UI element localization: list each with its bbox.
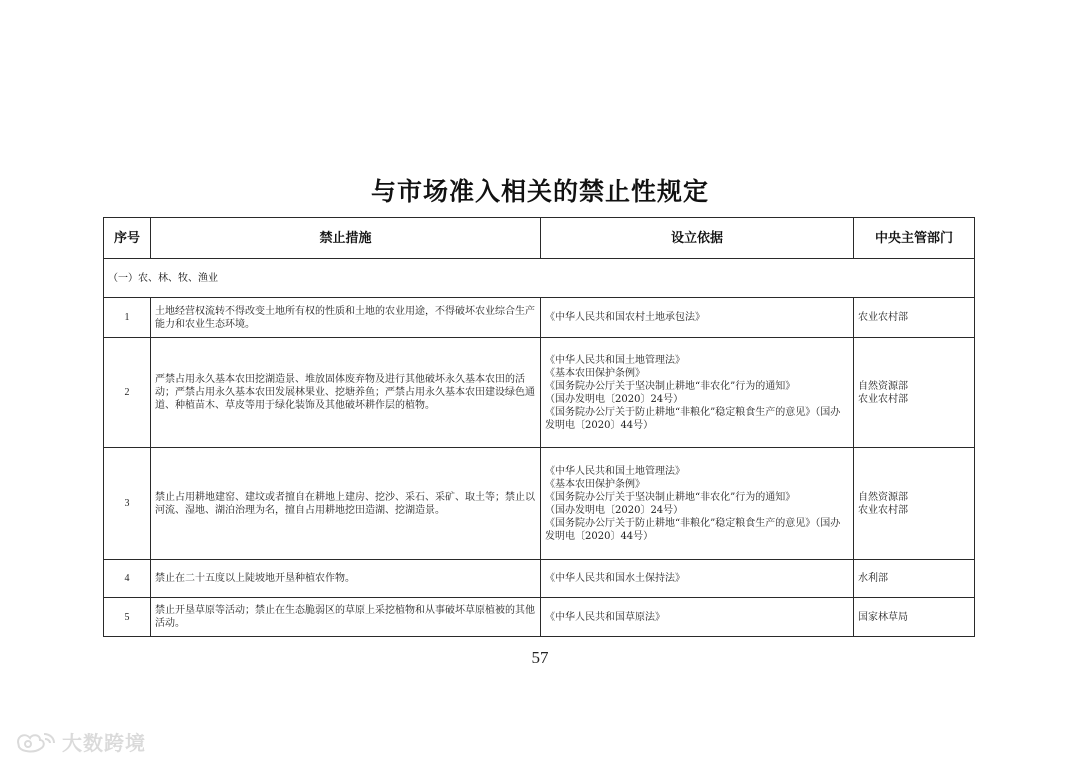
row-measure: 禁止在二十五度以上陡坡地开垦种植农作物。 [151,560,541,598]
table-row [104,448,975,560]
basis-line: （国办发明电〔2020〕24号） [545,504,684,516]
basis-line: （国办发明电〔2020〕24号） [545,393,684,405]
row-number: 3 [104,448,151,560]
row-basis [541,560,854,598]
row-number: 5 [104,598,151,637]
row-dept [854,560,975,598]
row-measure: 禁止占用耕地建窑、建坟或者擅自在耕地上建房、挖沙、采石、采矿、取土等；禁止以河流、湿地、湖泊治理为名，擅自占用耕地挖田造湖、挖湖造景。 [151,448,541,560]
row-measure: 禁止开垦草原等活动；禁止在生态脆弱区的草原上采挖植物和从事破坏草原植被的其他活动。 [151,598,541,637]
watermark [14,727,146,756]
basis-line: 《中华人民共和国草原法》 [545,611,665,623]
header-measure: 禁止措施 [151,218,541,259]
basis-line: 《国务院办公厅关于防止耕地“非粮化”稳定粮食生产的意见》（国办发明电〔2020〕44号） [545,517,841,542]
basis-line: 《中华人民共和国水土保持法》 [545,573,685,584]
section-title: （一）农、林、牧、渔业 [104,259,975,298]
dept-line: 农业农村部 [858,393,908,405]
table-row [104,298,975,338]
table-header-row [104,218,975,259]
section-row [104,259,975,298]
row-dept [854,338,975,448]
header-basis: 设立依据 [541,218,854,259]
row-dept [854,598,975,637]
row-basis [541,448,854,560]
table-row [104,338,975,448]
document-title: 与市场准入相关的禁止性规定 [370,177,709,206]
row-measure: 严禁占用永久基本农田挖湖造景、堆放固体废弃物及进行其他破坏永久基本农田的活动；严禁占用永久基本农田发展林果业、挖塘养鱼；严禁占用永久基本农田建设绿色通道、种植苗木、草皮等用于绿化装饰及其他破坏耕作层的植物。 [151,338,541,448]
row-basis [541,298,854,338]
basis-line: 《国务院办公厅关于坚决制止耕地“非农化”行为的通知》 [545,491,796,503]
row-measure: 土地经营权流转不得改变土地所有权的性质和土地的农业用途，不得破坏农业综合生产能力和农业生态环境。 [151,298,541,338]
dept-line: 农业农村部 [858,312,908,323]
basis-line: 《中华人民共和国土地管理法》 [545,465,685,477]
basis-line: 《中华人民共和国土地管理法》 [545,354,685,366]
dept-line: 国家林草局 [858,611,908,623]
watermark-text: 大数跨境 [62,731,146,755]
row-basis [541,338,854,448]
header-seq: 序号 [104,218,151,259]
page-number: 57 [531,648,549,667]
basis-line: 《国务院办公厅关于坚决制止耕地“非农化”行为的通知》 [545,380,796,392]
basis-line: 《基本农田保护条例》 [545,478,645,490]
dept-line: 自然资源部 [858,380,908,392]
header-dept: 中央主管部门 [854,218,975,259]
basis-line: 《国务院办公厅关于防止耕地“非粮化”稳定粮食生产的意见》（国办发明电〔2020〕44号） [545,406,841,431]
regulations-table [103,217,975,637]
weibo-style-logo-icon [14,730,56,754]
row-number: 1 [104,298,151,338]
basis-line: 《基本农田保护条例》 [545,367,645,379]
dept-line: 自然资源部 [858,491,908,503]
table-row [104,598,975,637]
table-row [104,560,975,598]
row-number: 4 [104,560,151,598]
dept-line: 水利部 [858,573,888,584]
row-number: 2 [104,338,151,448]
row-basis [541,598,854,637]
row-dept [854,298,975,338]
row-dept [854,448,975,560]
basis-line: 《中华人民共和国农村土地承包法》 [545,312,705,323]
dept-line: 农业农村部 [858,504,908,516]
